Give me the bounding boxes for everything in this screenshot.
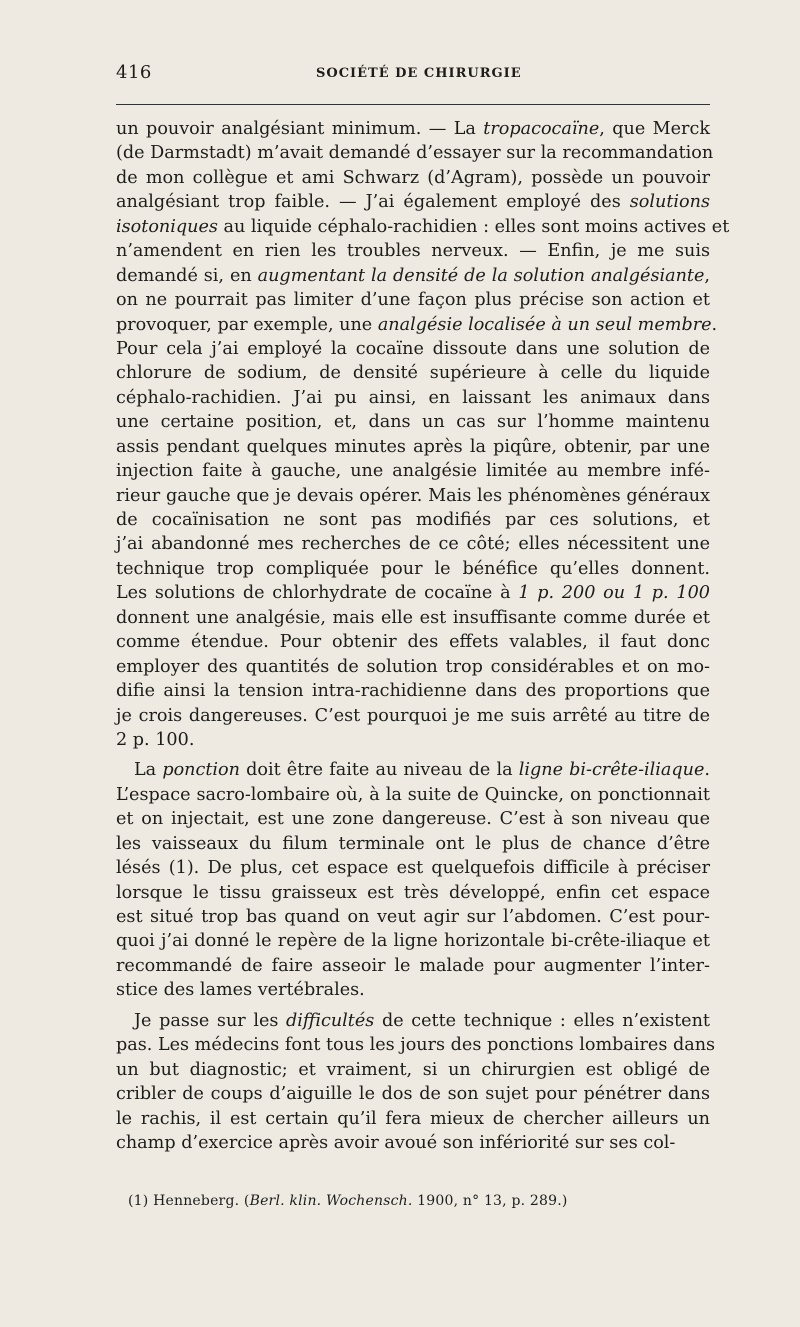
text-line: [116, 1131, 710, 1155]
footnote: (1) Henneberg. (Berl. klin. Wochensch. 1900, n° 13, p. 289.): [128, 1193, 568, 1209]
text-run: je crois dangereuses. C’est pourquoi je me suis arrêté au titre de: [116, 705, 710, 726]
text-line: [116, 484, 710, 508]
text-line: [116, 141, 714, 165]
text-run: La: [134, 760, 163, 781]
text-run: L’espace sacro-lombaire où, à la suite de Quincke, on ponctionnait: [116, 784, 710, 805]
text-line: [116, 978, 710, 1002]
text-line: [116, 856, 710, 880]
text-line: [116, 557, 710, 581]
text-line: [116, 954, 710, 978]
text-line: [116, 655, 710, 679]
italic-run: isotoniques: [116, 216, 218, 237]
text-line: [116, 807, 710, 831]
text-line: [116, 313, 718, 337]
text-line: [116, 581, 710, 605]
text-run: une certaine position, et, dans un cas sur l’homme maintenu: [116, 412, 710, 433]
text-run: employer des quantités de solution trop considérables et on mo-: [116, 656, 710, 677]
text-run: donnent une analgésie, mais elle est insuffisante comme durée et: [116, 607, 710, 628]
text-run: de cocaïnisation ne sont pas modifiés par ces solutions, et: [116, 510, 710, 530]
footnote-author: Henneberg.: [153, 1193, 240, 1209]
text-run: analgésiant trop faible. — J’ai également employé des: [116, 192, 630, 213]
text-run: technique trop compliquée pour le bénéfice qu’elles donnent.: [116, 558, 710, 579]
text-line: [116, 361, 710, 385]
text-run: de cette technique : elles n’existent: [374, 1010, 710, 1031]
text-line: [116, 459, 710, 483]
text-run: 2 p. 100.: [116, 729, 195, 750]
footnote-marker: (1): [128, 1193, 149, 1209]
text-run: Les solutions de chlorhydrate de cocaïne à: [116, 583, 519, 604]
footnote-source: Berl. klin. Wochensch.: [249, 1193, 413, 1209]
page-header: [116, 62, 710, 92]
text-run: un pouvoir analgésiant minimum. — La: [116, 119, 484, 139]
text-line: [116, 166, 710, 190]
text-run: rieur gauche que je devais opérer. Mais les phénomènes généraux: [116, 485, 710, 506]
text-line: [116, 435, 710, 459]
text-line: [116, 532, 710, 556]
text-line: [116, 905, 710, 929]
text-run: injection faite à gauche, une analgésie limitée au membre infé-: [116, 461, 710, 482]
text-run: j’ai abandonné mes recherches de ce côté; elles nécessitent une: [116, 534, 710, 555]
text-line: [116, 190, 710, 214]
text-run: de mon collègue et ami Schwarz (d’Agram), possède un pouvoir: [116, 167, 710, 188]
text-line: [116, 1058, 710, 1082]
text-run: est situé trop bas quand on veut agir sur l’abdomen. C’est pour-: [116, 907, 710, 927]
text-run: Je passe sur les: [134, 1010, 287, 1031]
text-line: [116, 410, 710, 434]
italic-run: 1 p. 200 ou 1 p. 100: [518, 583, 710, 604]
italic-run: augmentant la densité de la solution analgésiante: [257, 265, 705, 286]
text-run: assis pendant quelques minutes après la piqûre, obtenir, par une: [116, 436, 710, 457]
text-run: Pour cela j’ai employé la cocaïne dissoute dans une solution de: [116, 338, 710, 359]
text-line: [116, 704, 710, 728]
italic-run: tropacocaïne: [483, 119, 600, 139]
text-line: [116, 215, 730, 239]
text-line: [116, 264, 710, 288]
italic-run: ligne bi-crête-iliaque: [518, 760, 705, 781]
text-line: [116, 832, 710, 856]
text-run: n’amendent en rien les troubles nerveux. — Enfin, je me suis: [116, 241, 710, 262]
text-run: .: [704, 760, 711, 781]
text-run: provoquer, par exemple, une: [116, 314, 378, 335]
text-run: difie ainsi la tension intra-rachidienne dans des proportions que: [116, 681, 710, 702]
text-run: lorsque le tissu graisseux est très développé, enfin cet espace: [116, 882, 710, 903]
text-line: [116, 1009, 710, 1033]
body-text: [116, 117, 730, 1155]
text-run: stice des lames vertébrales.: [116, 980, 365, 1001]
text-line: [116, 1107, 710, 1131]
text-run: (de Darmstadt) m’avait demandé d’essayer sur la recommandation: [116, 143, 714, 164]
text-line: [116, 288, 710, 312]
italic-run: analgésie localisée à un seul membre: [377, 314, 712, 335]
text-run: chlorure de sodium, de densité supérieure à celle du liquide: [116, 363, 710, 384]
text-run: pas. Les médecins font tous les jours des ponctions lombaires dans: [116, 1035, 716, 1056]
text-run: cribler de coups d’aiguille le dos de son sujet pour pénétrer dans: [116, 1084, 710, 1105]
running-head: SOCIÉTÉ DE CHIRURGIE: [316, 66, 522, 81]
text-run: , que Merck: [599, 119, 710, 139]
text-line: [116, 386, 710, 410]
footnote-details: 1900, n° 13, p. 289.): [417, 1193, 568, 1209]
text-line: [116, 783, 710, 807]
text-line: [116, 337, 710, 361]
text-run: au liquide céphalo-rachidien : elles sont moins actives et: [217, 216, 730, 237]
text-run: un but diagnostic; et vraiment, si un chirurgien est obligé de: [116, 1059, 710, 1080]
text-line: [116, 117, 710, 141]
italic-run: solutions: [629, 192, 710, 213]
text-run: ,: [704, 265, 711, 286]
text-line: [116, 508, 710, 532]
text-run: le rachis, il est certain qu’il fera mieux de chercher ailleurs un: [116, 1108, 710, 1129]
text-run: quoi j’ai donné le repère de la ligne horizontale bi-crête-iliaque et: [116, 931, 710, 952]
text-line: [116, 881, 710, 905]
text-line: [116, 239, 710, 263]
text-run: et on injectait, est une zone dangereuse. C’est à son niveau que: [116, 809, 710, 830]
header-rule: [116, 104, 710, 105]
text-run: demandé si, en: [116, 265, 258, 286]
text-run: céphalo-rachidien. J’ai pu ainsi, en laissant les animaux dans: [116, 387, 710, 408]
italic-run: difficultés: [286, 1010, 375, 1031]
italic-run: ponction: [162, 760, 240, 781]
text-run: .: [711, 314, 718, 335]
page-number: 416: [116, 62, 152, 83]
text-line: [116, 1082, 710, 1106]
text-run: comme étendue. Pour obtenir des effets valables, il faut donc: [116, 632, 710, 653]
text-line: [116, 758, 710, 782]
text-run: lésés (1). De plus, cet espace est quelquefois difficile à préciser: [116, 858, 710, 879]
text-line: [116, 606, 710, 630]
text-run: les vaisseaux du filum terminale ont le plus de chance d’être: [116, 833, 710, 854]
text-run: on ne pourrait pas limiter d’une façon plus précise son action et: [116, 290, 710, 311]
text-run: champ d’exercice après avoir avoué son infériorité sur ses col-: [116, 1132, 676, 1153]
text-line: [116, 679, 710, 703]
text-line: [116, 630, 710, 654]
text-line: [116, 728, 710, 752]
text-run: doit être faite au niveau de la: [239, 760, 519, 781]
text-run: recommandé de faire asseoir le malade pour augmenter l’inter-: [116, 955, 710, 976]
text-line: [116, 1033, 716, 1057]
text-line: [116, 929, 710, 953]
